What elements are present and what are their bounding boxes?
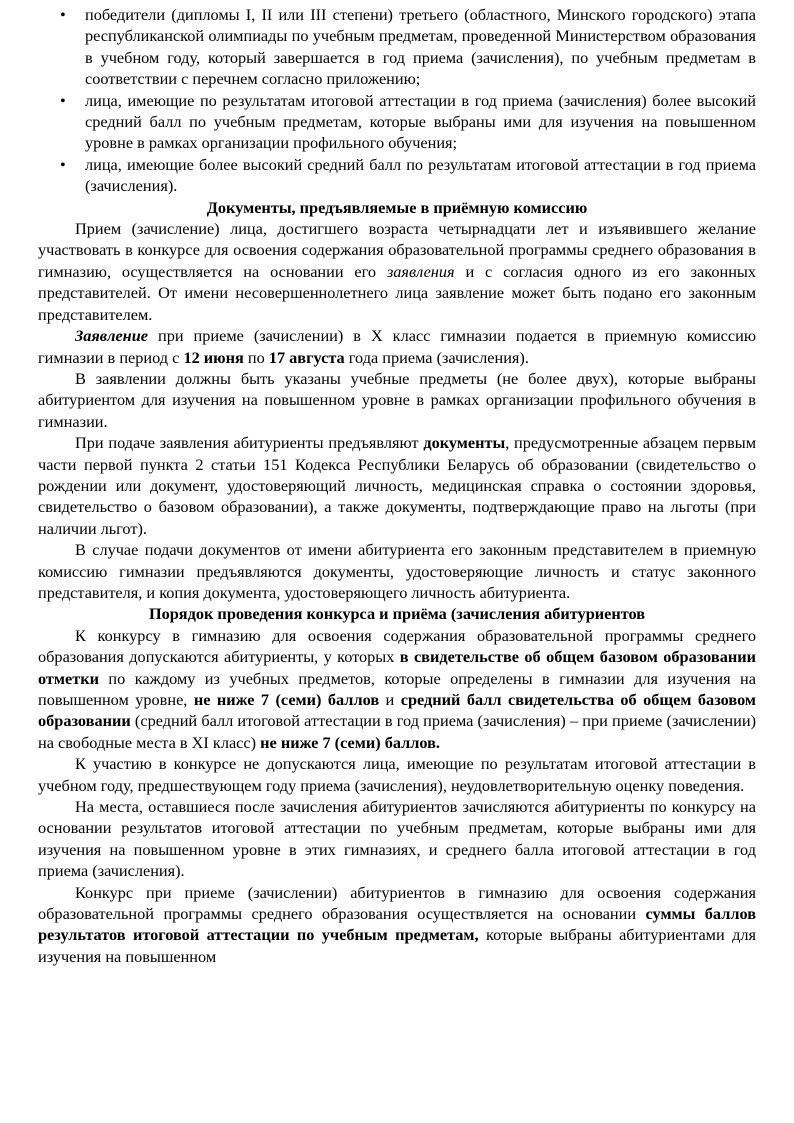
bullet-higher-average-profile: • лица, имеющие по результатам итоговой аттестации в год приема (зачисления) более высокий средний балл по учебным предметам, которые выбраны ими для изучения на повышенном уровне в рамках организации профильного обучения; xyxy=(38,90,756,154)
paragraph-admission-basis: Прием (зачисление) лица, достигшего возраста четырнадцати лет и изъявившего желание участвовать в конкурсе для освоения содержания образовательной программы среднего образования в гимназию, осуществляется на основании его заявления и с согласия одного из его законных представителей. От имени несовершеннолетнего лица заявление может быть подано его законным представителем. xyxy=(38,219,756,324)
paragraph-subjects-in-application: В заявлении должны быть указаны учебные предметы (не более двух), которые выбраны абитуриентом для изучения на повышенном уровне в рамках организации профильного обучения в гимназии. xyxy=(38,368,756,431)
eligibility-bullet-list xyxy=(38,4,756,197)
section-heading-competition: Порядок проведения конкурса и приёма (зачисления абитуриентов xyxy=(148,604,646,624)
section-heading-documents: Документы, предъявляемые в приёмную комиссию xyxy=(206,197,588,217)
bullet-higher-average-general: • лица, имеющие более высокий средний балл по результатам итоговой аттестации в год приема (зачисления). xyxy=(38,154,756,197)
document-page xyxy=(38,4,756,967)
paragraph-required-documents: При подаче заявления абитуриенты предъявляют документы, предусмотренные абзацем первым части первой пункта 2 статьи 151 Кодекса Республики Беларусь об образовании (свидетельство о рождении или документ, удостоверяющий личность, медицинская справка о состоянии здоровья, свидетельство о базовом образовании), а также документы, подтверждающие право на льготы (при наличии льгот). xyxy=(38,433,757,538)
paragraph-competition-basis: Конкурс при приеме (зачислении) абитуриентов в гимназию для освоения содержания образовательной программы среднего образования осуществляется на основании суммы баллов результатов итоговой аттестации по учебным предметам, которые выбраны абитуриентами для изучения на повышенном xyxy=(38,882,757,966)
paragraph-remaining-places: На места, оставшиеся после зачисления абитуриентов зачисляются абитуриенты по конкурсу на основании результатов итоговой аттестации по учебным предметам, которые выбраны ими для изучения на повышенном уровне в этих гимназиях, и среднего балла итоговой аттестации в год приема (зачисления). xyxy=(38,797,756,881)
paragraph-not-admitted: К участию в конкурсе не допускаются лица, имеющие по результатам итоговой аттестации в учебном году, предшествующем году приема (зачисления), неудовлетворительную оценку поведения. xyxy=(38,754,756,795)
paragraph-legal-representative: В случае подачи документов от имени абитуриента его законным представителем в приемную комиссию гимназии предъявляются документы, удостоверяющие личность и статус законного представителя, и копия документа, удостоверяющего личность абитуриента. xyxy=(38,540,756,602)
paragraph-competition-admission: К конкурсу в гимназию для освоения содержания образовательной программы среднего образования допускаются абитуриенты, у которых в свидетельстве об общем базовом образовании отметки по каждому из учебных предметов, которые определены в гимназии для изучения на повышенном уровне, не ниже 7 (семи) баллов и средний балл свидетельства об общем базовом образовании (средний балл итоговой аттестации в год приема (зачисления) – при приеме (зачислении) на свободные места в XI класс) не ниже 7 (семи) баллов. xyxy=(38,625,756,752)
bullet-olympiad-winners: • победители (дипломы I, II или III степени) третьего (областного, Минского городского) этапа республиканской олимпиады по учебным предметам, проведенной Министерством образования в учебном году, который завершается в год приема (зачисления), по учебным предметам в соответствии с перечнем согласно приложению; xyxy=(38,4,756,90)
paragraph-application-period: Заявление при приеме (зачислении) в X класс гимназии подается в приемную комиссию гимназии в период с 12 июня по 17 августа года приема (зачисления). xyxy=(38,326,756,367)
